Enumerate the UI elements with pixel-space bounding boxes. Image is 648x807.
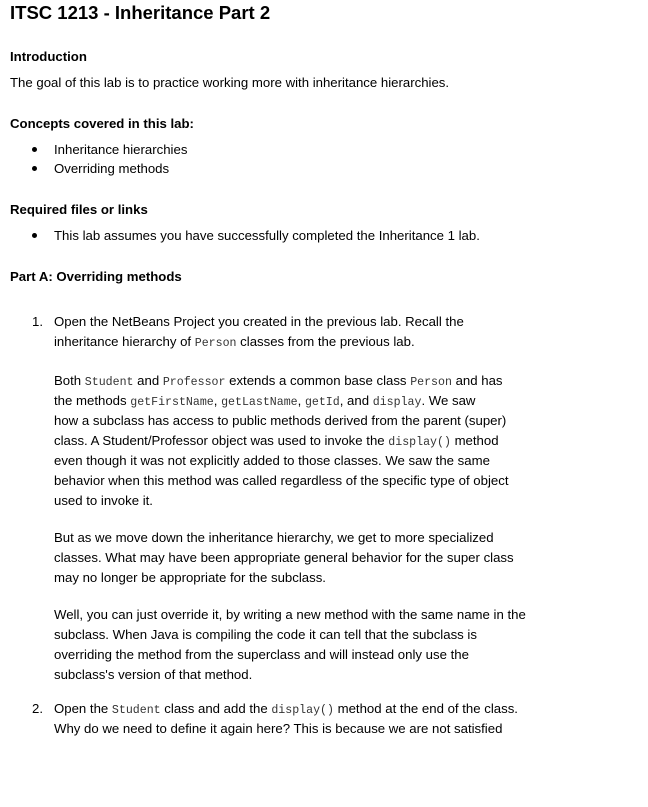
- inline-code: Person: [194, 337, 237, 350]
- inline-code: display(): [388, 436, 451, 449]
- text-line: Well, you can just override it, by writing a new method with the same name in the: [54, 607, 526, 622]
- text-line: may no longer be appropriate for the subclass.: [54, 570, 326, 585]
- introduction-text: The goal of this lab is to practice working more with inheritance hierarchies.: [10, 75, 450, 90]
- text-line: the methods getFirstName, getLastName, getId, and display. We saw: [54, 393, 476, 409]
- inline-code: getId: [304, 396, 340, 409]
- required-heading: Required files or links: [10, 202, 148, 217]
- text-line: how a subclass has access to public methods derived from the parent (super): [54, 413, 507, 428]
- text-line: overriding the method from the superclass and will instead only use the: [54, 647, 469, 662]
- list-item: Overriding methods: [0, 159, 187, 178]
- text-line: But as we move down the inheritance hierarchy, we get to more specialized: [54, 530, 494, 545]
- text-line: classes. What may have been appropriate general behavior for the super class: [54, 550, 514, 565]
- text-line: used to invoke it.: [54, 493, 153, 508]
- inline-code: getFirstName: [130, 396, 214, 409]
- step-number: 1.: [32, 314, 43, 329]
- part-a-heading: Part A: Overriding methods: [10, 269, 182, 284]
- inline-code: display: [372, 396, 422, 409]
- text-line: Open the NetBeans Project you created in the previous lab. Recall the: [54, 314, 464, 329]
- text-line: inheritance hierarchy of Person classes from the previous lab.: [54, 334, 415, 350]
- text-line: even though it was not explicitly added to those classes. We saw the same: [54, 453, 490, 468]
- step-1-body: [54, 312, 624, 685]
- inline-code: Person: [410, 376, 452, 389]
- concepts-heading: Concepts covered in this lab:: [10, 116, 194, 131]
- text-line: class. A Student/Professor object was used to invoke the display() method: [54, 433, 499, 449]
- required-list: [0, 226, 480, 245]
- text-line: Open the Student class and add the display() method at the end of the class.: [54, 701, 518, 717]
- list-item: This lab assumes you have successfully completed the Inheritance 1 lab.: [0, 226, 480, 245]
- text-line: subclass's version of that method.: [54, 667, 253, 682]
- inline-code: getLastName: [221, 396, 298, 409]
- introduction-heading: Introduction: [10, 49, 87, 64]
- bullet-icon: [32, 147, 37, 152]
- text-line: subclass. When Java is compiling the code it can tell that the subclass is: [54, 627, 477, 642]
- page-title: ITSC 1213 - Inheritance Part 2: [10, 2, 271, 23]
- inline-code: display(): [271, 704, 334, 717]
- bullet-icon: [32, 233, 37, 238]
- text-line: behavior when this method was called regardless of the specific type of object: [54, 473, 509, 488]
- step-2-body: [54, 699, 624, 739]
- inline-code: Student: [84, 376, 134, 389]
- concepts-list: [0, 140, 187, 178]
- inline-code: Student: [111, 704, 161, 717]
- text-line: Both Student and Professor extends a common base class Person and has: [54, 373, 503, 389]
- text-line: Why do we need to define it again here? This is because we are not satisfied: [54, 721, 503, 736]
- bullet-icon: [32, 166, 37, 171]
- list-item: Inheritance hierarchies: [0, 140, 187, 159]
- step-number: 2.: [32, 701, 43, 716]
- inline-code: Professor: [162, 376, 226, 389]
